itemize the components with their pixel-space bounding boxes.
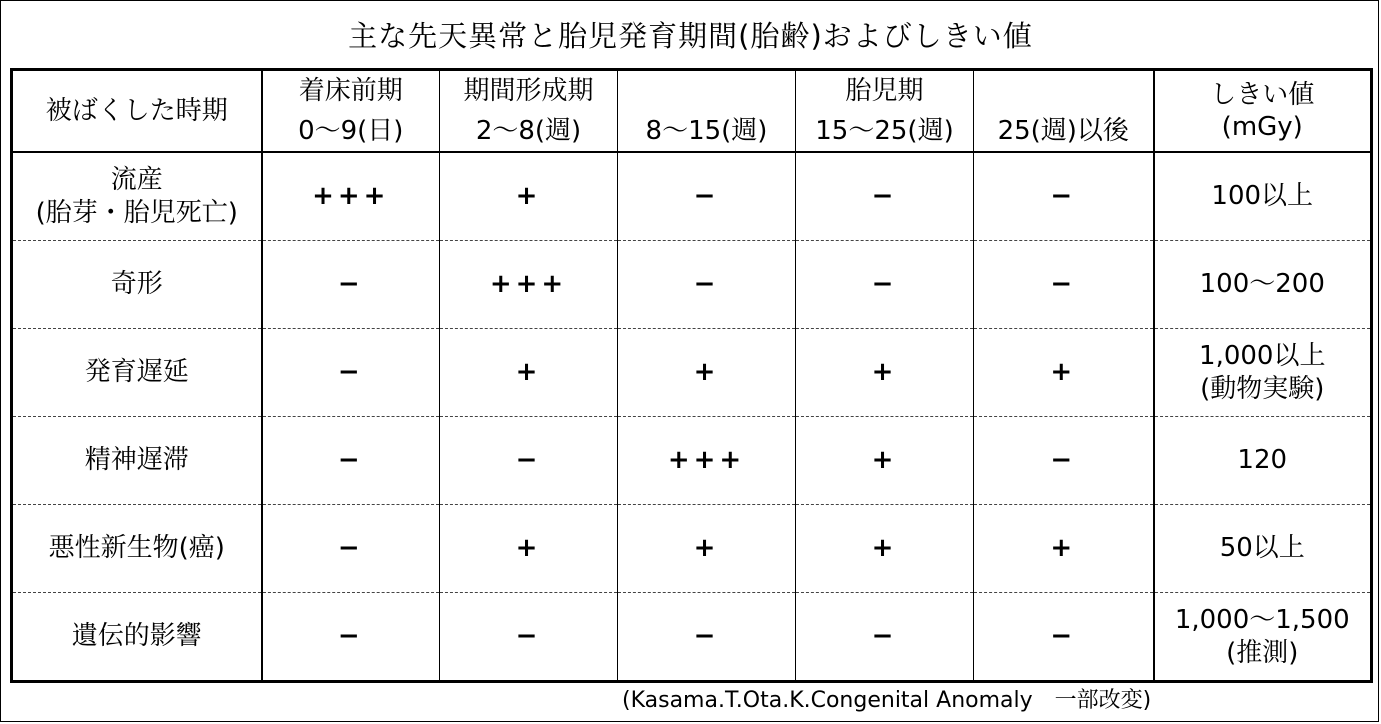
effect-mark: − [618,152,796,241]
effect-mark: − [974,241,1154,329]
header-threshold [1154,70,1372,153]
effect-mark: + [440,329,618,417]
threshold-value: 1,000～1,500 (推測) [1174,605,1350,668]
threshold-value: 100～200 [1154,241,1372,329]
table-row [12,417,1372,505]
effect-mark: − [618,593,796,682]
header-fetal-c: 25(週)以後 [974,111,1154,152]
source-footnote: (Kasama.T.Ota.K.Congenital Anomaly 一部改変) [622,688,1152,713]
effect-mark: + [974,329,1154,417]
effect-mark: + [440,505,618,593]
table-row [12,152,1372,241]
effect-mark: − [262,417,440,505]
effect-mark: − [262,505,440,593]
effect-mark: + [796,505,974,593]
effect-mark: + [618,329,796,417]
header-period: 被ばくした時期 [12,70,262,153]
effect-mark: + [618,505,796,593]
table-row [12,505,1372,593]
effect-mark: − [618,241,796,329]
header-row [12,70,1372,112]
effect-mark: − [262,241,440,329]
effect-mark: − [974,152,1154,241]
effect-mark: +++ [440,241,618,329]
page-title: 主な先天異常と胎児発育期間(胎齢)およびしきい値 [348,19,1033,53]
threshold-value: 1,000以上 (動物実験) [1154,329,1372,417]
header-fetal-a: 8～15(週) [618,111,796,152]
header-preimplant-line2: 0～9(日) [262,111,440,152]
effect-mark: + [796,417,974,505]
header-fetal-label: 胎児期 [796,70,974,112]
header-fetal-b: 15～25(週) [796,111,974,152]
row-label: 精神遅滞 [12,417,262,505]
effect-mark: − [440,417,618,505]
header-organogenesis-line1: 期間形成期 [440,70,618,112]
effect-mark: +++ [262,152,440,241]
effect-mark: + [974,505,1154,593]
table-row [12,241,1372,329]
row-label: 奇形 [12,241,262,329]
row-label: 悪性新生物(癌) [12,505,262,593]
effect-mark: − [796,152,974,241]
anomaly-table [10,68,1373,683]
effect-mark: − [796,593,974,682]
threshold-value: 50以上 [1154,505,1372,593]
header-preimplant-line1: 着床前期 [262,70,440,112]
row-label: 流産 (胎芽・胎児死亡) [12,152,262,241]
effect-mark: + [440,152,618,241]
threshold-value: 100以上 [1154,152,1372,241]
table-row [12,329,1372,417]
row-label: 発育遅延 [12,329,262,417]
effect-mark: − [262,593,440,682]
effect-mark: − [974,593,1154,682]
header-threshold-line2: (mGy) [1221,112,1303,142]
threshold-value: 120 [1154,417,1372,505]
row-label: 遺伝的影響 [12,593,262,682]
effect-mark: − [440,593,618,682]
effect-mark: − [796,241,974,329]
header-threshold-line1: しきい値 [1210,79,1315,110]
effect-mark: − [262,329,440,417]
effect-mark: + [796,329,974,417]
effect-mark: +++ [618,417,796,505]
table-row [12,593,1372,682]
header-organogenesis-line2: 2～8(週) [440,111,618,152]
effect-mark: − [974,417,1154,505]
